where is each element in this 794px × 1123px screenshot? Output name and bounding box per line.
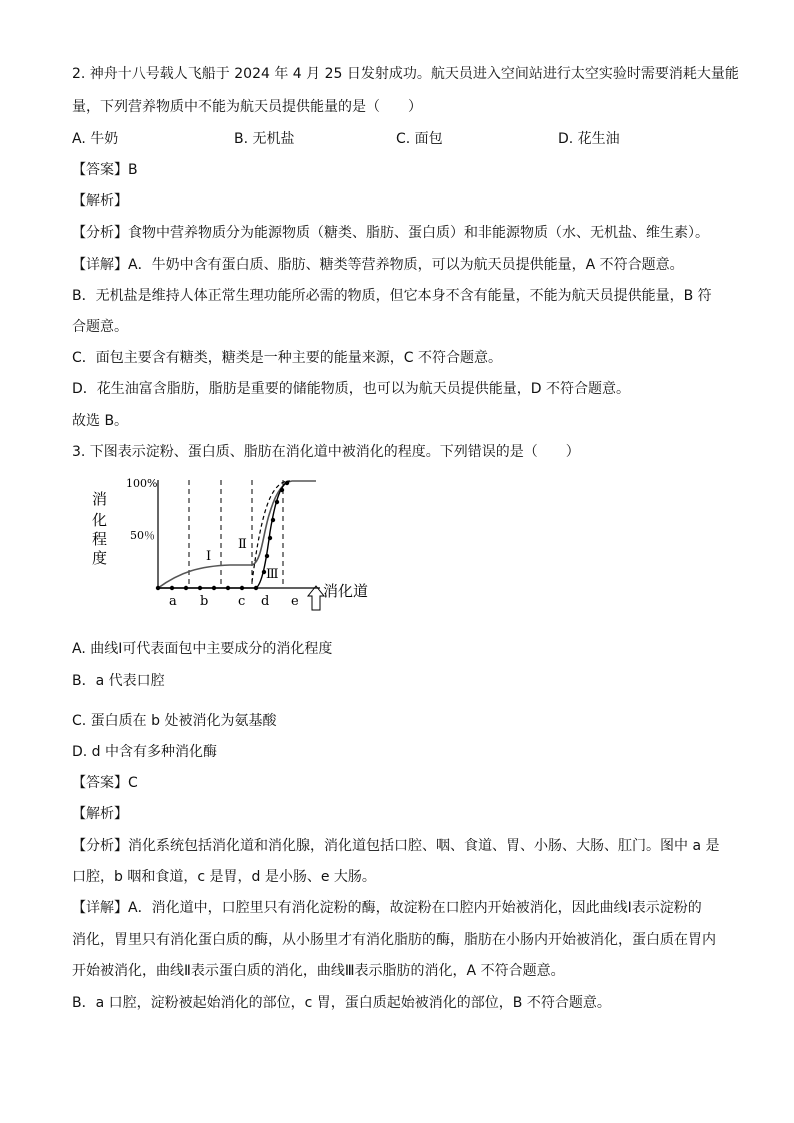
q2-analysis-label: 【解析】 [72, 193, 128, 209]
q2-stem-line1: 2. 神舟十八号载人飞船于 2024 年 4 月 25 日发射成功。航天员进入空间站进行太空实验时需要消耗大量能 [72, 66, 739, 82]
q2-option-a: A. 牛奶 [72, 131, 119, 147]
q3-option-d: D. d 中含有多种消化酶 [72, 744, 218, 760]
up-arrow-icon [308, 586, 324, 610]
curve-i [158, 481, 316, 588]
q2-conclusion: 故选 B。 [72, 413, 129, 429]
y-axis-label-char: 程 [92, 530, 108, 548]
curve-label-iii: Ⅲ [266, 567, 279, 582]
q2-explain-b-line2: 合题意。 [72, 319, 128, 335]
q3-xiangjie-line3: 开始被消化，曲线Ⅱ表示蛋白质的消化，曲线Ⅲ表示脂肪的消化，A 不符合题意。 [72, 963, 565, 979]
q2-explain-d: D．花生油富含脂肪，脂肪是重要的储能物质，也可以为航天员提供能量，D 不符合题意。 [72, 381, 631, 397]
x-tick-a: a [169, 594, 177, 609]
q3-option-c: C. 蛋白质在 b 处被消化为氨基酸 [72, 713, 277, 729]
q2-option-b: B. 无机盐 [234, 131, 295, 147]
q3-xiangjie-line2: 消化，胃里只有消化蛋白质的酶，从小肠里才有消化脂肪的酶，脂肪在小肠内开始被消化，蛋白质在胃内 [72, 932, 716, 948]
curve-label-i: Ⅰ [206, 549, 212, 564]
q3-fenxi-line1: 【分析】消化系统包括消化道和消化腺，消化道包括口腔、咽、食道、胃、小肠、大肠、肛门。图中 a 是 [72, 838, 720, 854]
y-tick-50: 50％ [130, 529, 155, 542]
y-tick-100: 100% [126, 477, 158, 490]
x-tick-c: c [238, 594, 246, 609]
x-tick-b: b [200, 594, 209, 609]
q3-answer: 【答案】C [72, 775, 138, 791]
q2-answer: 【答案】B [72, 162, 138, 178]
q3-fenxi-line2: 口腔，b 咽和食道，c 是胃，d 是小肠、e 大肠。 [72, 869, 376, 885]
q2-xiangjie: 【详解】A．牛奶中含有蛋白质、脂肪、糖类等营养物质，可以为航天员提供能量，A 不符合题意。 [72, 257, 684, 273]
y-axis-label-char: 度 [92, 549, 108, 567]
q2-explain-b-line1: B．无机盐是维持人体正常生理功能所必需的物质，但它本身不含有能量，不能为航天员提供能量，B 符 [72, 288, 712, 304]
y-axis-label-char: 消 [92, 490, 108, 508]
q3-option-a: A. 曲线Ⅰ可代表面包中主要成分的消化程度 [72, 641, 333, 657]
q2-fenxi: 【分析】食物中营养物质分为能源物质（糖类、脂肪、蛋白质）和非能源物质（水、无机盐、维生素）。 [72, 225, 709, 241]
q3-option-b: B．a 代表口腔 [72, 673, 165, 689]
q3-xiangjie-line1: 【详解】A．消化道中，口腔里只有消化淀粉的酶，故淀粉在口腔内开始被消化，因此曲线Ⅰ表示淀粉的 [72, 900, 702, 916]
q3-explain-b: B．a 口腔，淀粉被起始消化的部位，c 胃，蛋白质起始被消化的部位，B 不符合题意。 [72, 995, 611, 1011]
x-axis-label: 消化道 [323, 582, 369, 600]
curve-label-ii: Ⅱ [238, 537, 247, 552]
x-tick-e: e [291, 594, 299, 609]
y-axis-label-char: 化 [92, 511, 108, 529]
q3-analysis-label: 【解析】 [72, 806, 128, 822]
q2-option-c: C. 面包 [396, 131, 443, 147]
x-tick-d: d [261, 594, 270, 609]
q2-stem-line2: 量，下列营养物质中不能为航天员提供能量的是（ ） [72, 99, 422, 115]
q2-option-d: D. 花生油 [558, 131, 620, 147]
digestion-figure [80, 472, 380, 612]
q3-stem: 3. 下图表示淀粉、蛋白质、脂肪在消化道中被消化的程度。下列错误的是（ ） [72, 444, 580, 460]
q2-explain-c: C．面包主要含有糖类，糖类是一种主要的能量来源，C 不符合题意。 [72, 350, 502, 366]
